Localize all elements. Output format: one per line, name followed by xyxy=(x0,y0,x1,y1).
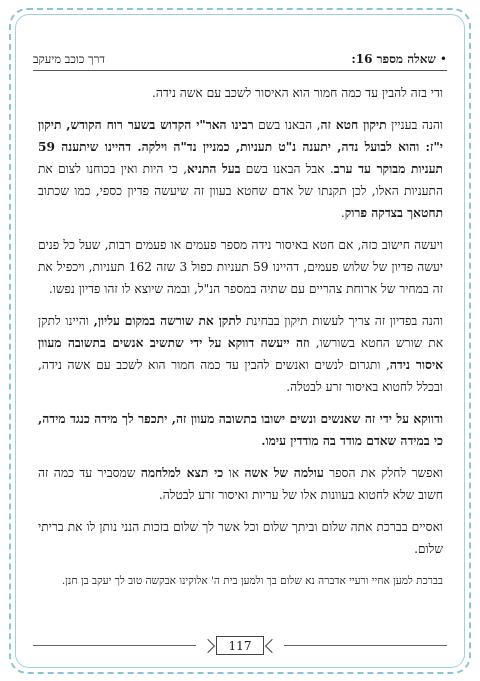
page-number: 117 xyxy=(228,638,252,653)
paragraph-6-text-3: שמסביר עד כמה זה חשוב שלא לחטוא בעוונות אלו של עריות ואיסור זרע לבטלה. xyxy=(38,466,443,502)
paragraph-2-text-1: והנה בעניין xyxy=(386,118,443,132)
header-book-title: דרך כוכב מיעקב xyxy=(33,52,105,66)
paragraph-2-bold-1: תיקון חטא זה xyxy=(320,118,387,132)
paragraph-5 xyxy=(38,408,443,452)
paragraph-4-bold-2: וזה ייעשה דווקא על ידי שתשיב אנשים בתשובה מעוון איסור נידה xyxy=(38,336,443,372)
page-body xyxy=(38,82,443,602)
paragraph-6 xyxy=(38,462,443,506)
page-footer xyxy=(33,636,447,656)
header-rule xyxy=(33,70,447,71)
header-question-label: שאלה מספר 16: xyxy=(351,51,436,66)
paragraph-2 xyxy=(38,114,443,224)
running-header xyxy=(33,49,447,69)
page-number-box xyxy=(216,636,264,655)
paragraph-2-bold-2: רבינו האר"י הקדוש בשער רוח הקודש, תיקון י"ז: והוא לבועל נדה, יתענה נ"ט תעניות, כמניין נד"ה וילקה. דהיינו שיתענה 59 תעניות מבוקר עד ערב xyxy=(38,118,443,176)
footer-rule-right xyxy=(284,645,447,646)
paragraph-6-text-1: ואפשר לחלק את הספר xyxy=(323,466,443,480)
paragraph-6-bold-2: כי תצא למלחמה xyxy=(140,466,224,480)
paragraph-1: ודי בזה להבין עד כמה חמור הוא האיסור לשכב עם אשה נידה. xyxy=(152,86,443,100)
paragraph-7: ואסיים בברכת אתה שלום וביתך שלום וכל אשר לך שלום בזכות הנני נותן לו את בריתי שלום. xyxy=(38,520,443,556)
header-bullet: • xyxy=(439,51,447,66)
paragraph-2-text-3: . אבל הבאנו בשם xyxy=(240,162,334,176)
paragraph-2-text-5: . xyxy=(340,206,345,220)
paragraph-2-text-4: , כי היות ואין בכוחנו לצום את התעניות האלו, לכן תקנתו של אדם שחטא בעוון זה שיעשה פדיון כספי, כמו שכתוב xyxy=(38,162,443,198)
paragraph-4-bold-1: לתקן את שורשה במקום עליון, xyxy=(93,314,242,328)
paragraph-2-bold-4: תחטאך בצדקה פרוק xyxy=(344,206,443,220)
paragraph-6-bold-1: עולמה של אשה xyxy=(244,466,324,480)
paragraph-5-bold: ודווקא על ידי זה שאנשים ונשים ישובו בתשובה מעוון זה, יתכפר לך מידה כנגד מידה, כי במידה שאדם מודד בה מודדין עימו. xyxy=(38,412,443,448)
paragraph-4 xyxy=(38,310,443,398)
paragraph-3: ויעשה חישוב כזה, אם חטא באיסור נידה מספר פעמים או פעמים רבות, שעל כל פנים יעשה פדיון של שלוש פעמים, דהיינו 59 תעניות כפול 3 שזה 162 תעניות, ויכפיל את זה במחיר של ארוחת צהריים עם שתיה במספר הנ"ל, ובמה שיוצא לו זהו פדיון נפשו. xyxy=(38,238,443,296)
paragraph-6-text-2: או xyxy=(223,466,245,480)
paragraph-8-blessing: בברכת למען אחיי ורעיי אדברה נא שלום בך ולמען בית ה' אלוקינו אבקשה טוב לך יעקב בן חנן. xyxy=(61,575,443,587)
paragraph-2-bold-3: בעל התניא xyxy=(186,162,241,176)
paragraph-4-text-2: והיינו לתקן את שורש החטא בשורשו, xyxy=(38,314,444,350)
paragraph-4-text-3: , ותגרום לנשים ואנשים להבין עד כמה חמור הוא לשכב עם אשה נידה, ובכלל לחטוא באיסור זרע לבטלה. xyxy=(38,358,443,394)
paragraph-4-text-1: והנה בפדיון זה צריך לעשות תיקון בבחינת xyxy=(241,314,443,328)
header-question-title xyxy=(351,52,447,67)
footer-rule-left xyxy=(33,645,196,646)
paragraph-2-text-2: , הבאנו בשם xyxy=(253,118,321,132)
